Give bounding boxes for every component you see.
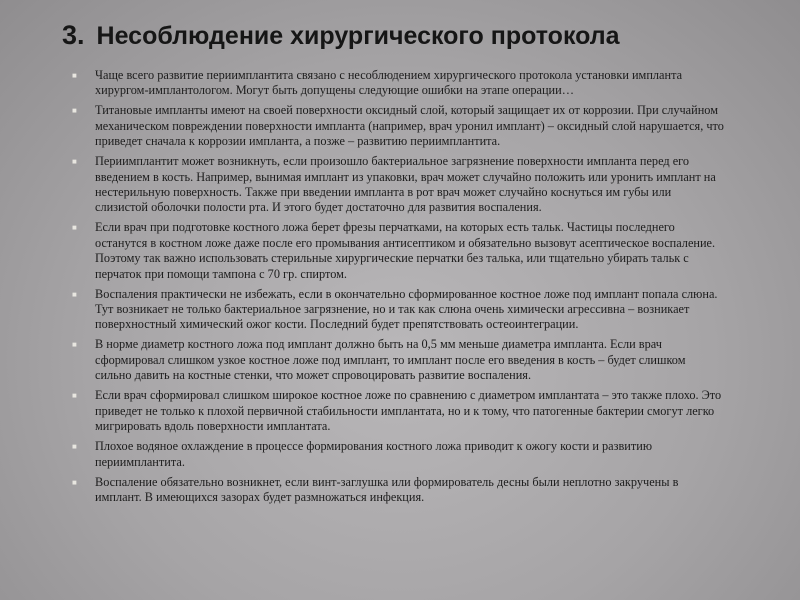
square-bullet-icon: ■ (72, 340, 77, 350)
slide-title (62, 20, 782, 51)
bullet-item (72, 103, 725, 149)
square-bullet-icon: ■ (72, 71, 77, 80)
square-bullet-icon: ■ (72, 106, 77, 116)
square-bullet-icon: ■ (72, 223, 77, 233)
square-bullet-icon: ■ (72, 442, 77, 452)
bullet-text: Воспаление обязательно возникнет, если винт-заглушка или формирователь десны были неплотно закручены в имплант. В имеющихся зазорах будет размножаться инфекция. (95, 474, 679, 504)
bullet-list (72, 68, 725, 510)
bullet-item (72, 68, 725, 99)
bullet-item (72, 439, 725, 470)
bullet-text: Если врач при подготовке костного ложа берет фрезы перчатками, на которых есть тальк. Частицы последнего останутся в костном ложе даже после его промывания антисептиком и обязательно вызовут асептическое воспаление. Поэтому так важно использовать стерильные хирургические перчатки без талька, или тщательно убирать тальк с перчаток при помощи тампона с 70 гр. спиртом. (95, 220, 716, 281)
bullet-text: В норме диаметр костного ложа под имплант должно быть на 0,5 мм меньше диаметра импланта. Если врач сформировал слишком узкое костное ложе под имплант, то имплант после его введения в кость – будет слишком сильно давить на костные стенки, что может спровоцировать развитие воспаления. (95, 337, 686, 383)
square-bullet-icon: ■ (72, 477, 77, 487)
bullet-text: Чаще всего развитие периимплантита связано с несоблюдением хирургического протокола установки импланта хирургом-имплантологом. Могут быть допущены следующие ошибки на этапе операции… (95, 68, 683, 98)
bullet-text: Воспаления практически не избежать, если в окончательно сформированное костное ложе под имплант попала слюна. Тут возникает не только бактериальное загрязнение, но и так как слюна очень химически агрессивна – возникает поверхностный химический ожог кости. Последний будет препятствовать остеоинтеграции. (95, 286, 718, 332)
bullet-text: Если врач сформировал слишком широкое костное ложе по сравнению с диаметром имплантата – это также плохо. Это приведет не только к плохой первичной стабильности имплантата, но и к тому, что патогенные бактерии смогут легко мигрировать вдоль поверхности имплантата. (95, 388, 722, 434)
square-bullet-icon: ■ (72, 391, 77, 401)
slide-number: 3. (62, 20, 85, 50)
bullet-text: Плохое водяное охлаждение в процессе формирования костного ложа приводит к ожогу кости и развитию периимплантита. (95, 439, 653, 469)
square-bullet-icon: ■ (72, 157, 77, 167)
slide-title-text: Несоблюдение хирургического протокола (96, 22, 620, 50)
square-bullet-icon: ■ (72, 289, 77, 299)
bullet-item (72, 286, 725, 333)
bullet-item (72, 220, 725, 282)
bullet-text: Титановые импланты имеют на своей поверхности оксидный слой, который защищает их от коррозии. При случайном механическом повреждении поверхности импланта (например, врач уронил имплант) – оксидный слой нарушается, что приведет сначала к коррозии импланта, а позже – развитию периимплантита. (95, 103, 724, 149)
bullet-item (72, 154, 725, 216)
bullet-item (72, 337, 725, 383)
bullet-text: Периимплантит может возникнуть, если произошло бактериальное загрязнение поверхности импланта перед его введением в кость. Например, вынимая имплант из упаковки, врач может случайно положить или уронить имплант на нестерильную поверхность. Также при введении импланта в рот врач может случайно коснуться им губы или слизистой оболочки полости рта. И этого будет достаточно для развития воспаления. (95, 154, 716, 215)
bullet-item (72, 388, 725, 434)
bullet-item (72, 474, 725, 506)
